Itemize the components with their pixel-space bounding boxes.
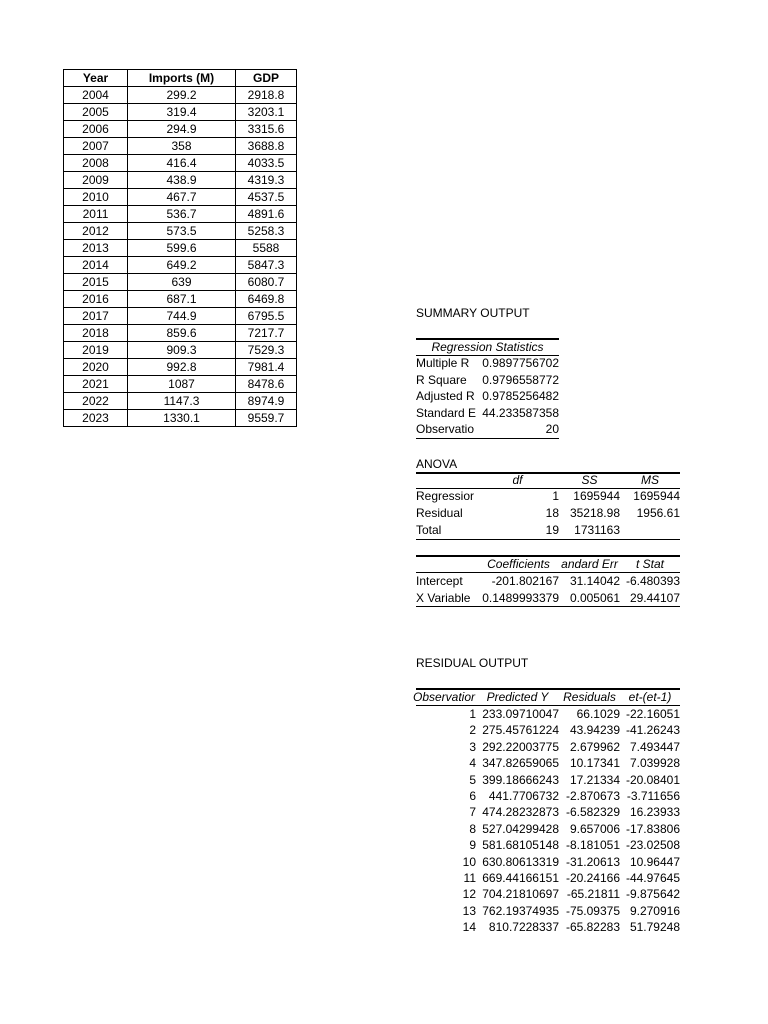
table-row bbox=[64, 325, 297, 342]
cell-imports: 909.3 bbox=[128, 342, 236, 359]
reg-stats-header: Regression Statistics bbox=[431, 340, 544, 354]
cell-gdp: 4537.5 bbox=[236, 189, 297, 206]
table-row bbox=[64, 155, 297, 172]
cell-gdp: 8478.6 bbox=[236, 376, 297, 393]
residual-cell: 17.21334 bbox=[569, 772, 620, 787]
anova-cell: 1695944 bbox=[573, 489, 620, 503]
cell-imports: 1087 bbox=[128, 376, 236, 393]
residual-cell: -17.83806 bbox=[625, 821, 680, 836]
cell-imports: 573.5 bbox=[128, 223, 236, 240]
reg-stats-bottom-rule bbox=[416, 438, 559, 439]
residual-title: RESIDUAL OUTPUT bbox=[416, 656, 529, 670]
residual-cell: 810.7228337 bbox=[488, 920, 559, 935]
table-row bbox=[64, 223, 297, 240]
anova-cell: 1956.61 bbox=[636, 506, 680, 520]
anova-row-label: Total bbox=[416, 523, 442, 537]
cell-gdp: 5847.3 bbox=[236, 257, 297, 274]
anova-cell: 18 bbox=[545, 506, 559, 520]
reg-stat-label: R Square bbox=[416, 372, 467, 387]
cell-year: 2005 bbox=[64, 104, 128, 121]
residual-cell: 474.28232873 bbox=[482, 805, 559, 820]
anova-cell: 1 bbox=[552, 489, 559, 503]
residual-cell: 9.270916 bbox=[629, 903, 680, 918]
table-row bbox=[64, 308, 297, 325]
cell-gdp: 5588 bbox=[236, 240, 297, 257]
reg-stat-value: 44.233587358 bbox=[482, 405, 559, 420]
table-row bbox=[64, 410, 297, 427]
reg-stat-label: Standard E bbox=[416, 405, 477, 420]
table-row bbox=[64, 104, 297, 121]
residual-cell: -65.82283 bbox=[565, 920, 620, 935]
residual-obs: 3 bbox=[469, 739, 476, 754]
cell-year: 2009 bbox=[64, 172, 128, 189]
coef-cell: -6.480393 bbox=[625, 574, 680, 588]
cell-gdp: 4319.3 bbox=[236, 172, 297, 189]
coef-cell: 0.005061 bbox=[569, 591, 620, 605]
table-row bbox=[64, 274, 297, 291]
cell-gdp: 9559.7 bbox=[236, 410, 297, 427]
residual-col-header: Predicted Y bbox=[486, 690, 549, 704]
cell-imports: 416.4 bbox=[128, 155, 236, 172]
residual-obs: 6 bbox=[469, 789, 476, 803]
residual-cell: 669.44166151 bbox=[482, 871, 559, 885]
table-row bbox=[64, 138, 297, 155]
cell-year: 2018 bbox=[64, 325, 128, 342]
residual-cell: 7.039928 bbox=[629, 756, 680, 771]
residual-cell: 704.21810697 bbox=[482, 887, 559, 902]
table-row bbox=[64, 87, 297, 104]
cell-year: 2019 bbox=[64, 342, 128, 359]
cell-year: 2014 bbox=[64, 257, 128, 274]
cell-year: 2012 bbox=[64, 223, 128, 240]
residual-cell: 9.657006 bbox=[569, 821, 620, 836]
anova-row-label: Residual bbox=[416, 506, 463, 520]
coef-cell: 29.44107 bbox=[629, 591, 680, 605]
cell-imports: 639 bbox=[128, 274, 236, 291]
cell-imports: 859.6 bbox=[128, 325, 236, 342]
cell-imports: 358 bbox=[128, 138, 236, 155]
cell-gdp: 3688.8 bbox=[236, 138, 297, 155]
cell-gdp: 6795.5 bbox=[236, 308, 297, 325]
residual-cell: 7.493447 bbox=[629, 739, 680, 754]
residual-cell: -8.181051 bbox=[565, 838, 620, 853]
residual-obs: 1 bbox=[469, 707, 476, 721]
cell-year: 2010 bbox=[64, 189, 128, 206]
anova-row-label: Regressior bbox=[416, 489, 475, 503]
anova-col-header: df bbox=[512, 473, 523, 487]
cell-imports: 744.9 bbox=[128, 308, 236, 325]
residual-cell: 43.94239 bbox=[569, 723, 620, 738]
cell-year: 2008 bbox=[64, 155, 128, 172]
cell-gdp: 3203.1 bbox=[236, 104, 297, 121]
cell-imports: 599.6 bbox=[128, 240, 236, 257]
residual-cell: 581.68105148 bbox=[482, 838, 559, 853]
residual-cell: -41.26243 bbox=[625, 723, 680, 738]
cell-year: 2015 bbox=[64, 274, 128, 291]
reg-stat-label: Adjusted R bbox=[416, 389, 475, 403]
cell-year: 2021 bbox=[64, 376, 128, 393]
cell-year: 2016 bbox=[64, 291, 128, 308]
cell-gdp: 3315.6 bbox=[236, 121, 297, 138]
table-row bbox=[64, 189, 297, 206]
reg-stat-label: Observatio bbox=[416, 422, 475, 436]
anova-col-header: SS bbox=[581, 473, 598, 487]
residual-cell: 16.23933 bbox=[629, 805, 680, 820]
residual-cell: -23.02508 bbox=[625, 838, 680, 853]
cell-gdp: 4033.5 bbox=[236, 155, 297, 172]
residual-col-header: et-(et-1) bbox=[628, 690, 672, 704]
residual-cell: -20.08401 bbox=[625, 772, 680, 787]
residual-obs: 9 bbox=[469, 838, 476, 853]
col-header-gdp: GDP bbox=[236, 70, 297, 87]
residual-cell: 762.19374935 bbox=[482, 903, 559, 918]
cell-imports: 319.4 bbox=[128, 104, 236, 121]
summary-title: SUMMARY OUTPUT bbox=[416, 306, 530, 320]
cell-year: 2017 bbox=[64, 308, 128, 325]
cell-gdp: 5258.3 bbox=[236, 223, 297, 240]
reg-stat-value: 0.9796558772 bbox=[482, 372, 559, 387]
coef-col-header: Coefficients bbox=[487, 557, 550, 571]
table-row bbox=[64, 172, 297, 189]
table-row bbox=[64, 376, 297, 393]
anova-cell bbox=[620, 522, 680, 539]
reg-stat-value: 20 bbox=[545, 422, 559, 436]
imports-gdp-table bbox=[63, 69, 297, 427]
residual-obs: 8 bbox=[469, 821, 476, 836]
cell-year: 2004 bbox=[64, 87, 128, 104]
cell-imports: 992.8 bbox=[128, 359, 236, 376]
residual-cell: -20.24166 bbox=[565, 871, 620, 885]
cell-imports: 536.7 bbox=[128, 206, 236, 223]
anova-cell: 1731163 bbox=[574, 523, 620, 537]
coef-col-header bbox=[416, 556, 478, 573]
table-header-row bbox=[64, 70, 297, 87]
table-row bbox=[64, 206, 297, 223]
cell-gdp: 6080.7 bbox=[236, 274, 297, 291]
coef-row-label: X Variable bbox=[416, 591, 471, 605]
table-row bbox=[64, 342, 297, 359]
residual-cell: -31.20613 bbox=[565, 854, 620, 869]
residual-cell: 66.1029 bbox=[576, 707, 620, 721]
table-row bbox=[64, 359, 297, 376]
cell-gdp: 7981.4 bbox=[236, 359, 297, 376]
residual-obs: 12 bbox=[462, 887, 476, 902]
residual-cell: -2.870673 bbox=[565, 789, 620, 803]
cell-year: 2013 bbox=[64, 240, 128, 257]
anova-bottom-rule bbox=[416, 539, 680, 540]
cell-gdp: 4891.6 bbox=[236, 206, 297, 223]
anova-title: ANOVA bbox=[416, 457, 458, 471]
residual-cell: -22.16051 bbox=[625, 707, 680, 721]
residual-cell: 292.22003775 bbox=[482, 739, 559, 754]
cell-imports: 1330.1 bbox=[128, 410, 236, 427]
residual-obs: 14 bbox=[462, 920, 476, 935]
coef-bottom-rule bbox=[416, 606, 680, 607]
residual-cell: 51.79248 bbox=[629, 920, 680, 935]
cell-imports: 467.7 bbox=[128, 189, 236, 206]
cell-imports: 438.9 bbox=[128, 172, 236, 189]
cell-gdp: 8974.9 bbox=[236, 393, 297, 410]
reg-stat-label: Multiple R bbox=[416, 356, 470, 370]
residual-obs: 4 bbox=[469, 756, 476, 771]
coef-cell: 0.1489993379 bbox=[482, 591, 559, 605]
cell-gdp: 2918.8 bbox=[236, 87, 297, 104]
cell-imports: 687.1 bbox=[128, 291, 236, 308]
cell-year: 2023 bbox=[64, 410, 128, 427]
residual-cell: 630.80613319 bbox=[482, 854, 559, 869]
residual-cell: -65.21811 bbox=[566, 887, 620, 902]
residual-cell: 399.18666243 bbox=[482, 772, 559, 787]
residual-cell: 527.04299428 bbox=[482, 821, 559, 836]
cell-gdp: 7529.3 bbox=[236, 342, 297, 359]
cell-imports: 1147.3 bbox=[128, 393, 236, 410]
table-row bbox=[64, 291, 297, 308]
cell-year: 2022 bbox=[64, 393, 128, 410]
residual-obs: 10 bbox=[462, 854, 476, 869]
residual-cell: -75.09375 bbox=[565, 903, 620, 918]
coef-col-header: t Stat bbox=[635, 557, 664, 571]
residual-obs: 7 bbox=[469, 805, 476, 820]
anova-cell: 35218.98 bbox=[569, 506, 620, 520]
cell-year: 2007 bbox=[64, 138, 128, 155]
anova-cell: 19 bbox=[545, 523, 559, 537]
anova-col-header: MS bbox=[641, 473, 659, 487]
table-row bbox=[64, 257, 297, 274]
reg-stat-value: 0.9785256482 bbox=[482, 389, 559, 403]
cell-imports: 299.2 bbox=[128, 87, 236, 104]
residual-cell: -9.875642 bbox=[625, 887, 680, 902]
cell-imports: 294.9 bbox=[128, 121, 236, 138]
col-header-imports: Imports (M) bbox=[128, 70, 236, 87]
residual-obs: 5 bbox=[469, 772, 476, 787]
residual-cell: -3.711656 bbox=[626, 789, 680, 803]
residual-cell: 10.96447 bbox=[629, 854, 680, 869]
anova-col-header bbox=[416, 472, 478, 489]
residual-cell: 2.679962 bbox=[569, 739, 620, 754]
table-row bbox=[64, 393, 297, 410]
coef-row-label: Intercept bbox=[416, 574, 463, 588]
coef-cell: -201.802167 bbox=[491, 574, 559, 588]
residual-obs: 11 bbox=[463, 871, 476, 885]
residual-cell: 233.09710047 bbox=[482, 707, 559, 721]
residual-cell: -6.582329 bbox=[565, 805, 620, 820]
coef-cell: 31.14042 bbox=[569, 574, 620, 588]
residual-col-header: Observatior bbox=[412, 690, 476, 704]
residual-obs: 2 bbox=[469, 723, 476, 738]
coef-col-header: andard Err bbox=[561, 557, 618, 571]
anova-cell: 1695944 bbox=[633, 489, 680, 503]
residual-col-header: Residuals bbox=[563, 690, 616, 704]
residual-cell: 10.17341 bbox=[569, 756, 620, 771]
residual-cell: 275.45761224 bbox=[482, 723, 559, 738]
cell-gdp: 6469.8 bbox=[236, 291, 297, 308]
cell-imports: 649.2 bbox=[128, 257, 236, 274]
col-header-year: Year bbox=[64, 70, 128, 87]
residual-obs: 13 bbox=[462, 903, 476, 918]
table-row bbox=[64, 240, 297, 257]
table-row bbox=[64, 121, 297, 138]
cell-year: 2020 bbox=[64, 359, 128, 376]
cell-year: 2006 bbox=[64, 121, 128, 138]
residual-cell: -44.97645 bbox=[625, 871, 680, 885]
residual-cell: 347.82659065 bbox=[482, 756, 559, 771]
residual-cell: 441.7706732 bbox=[488, 789, 559, 803]
cell-gdp: 7217.7 bbox=[236, 325, 297, 342]
reg-stat-value: 0.9897756702 bbox=[482, 356, 559, 370]
cell-year: 2011 bbox=[64, 206, 128, 223]
